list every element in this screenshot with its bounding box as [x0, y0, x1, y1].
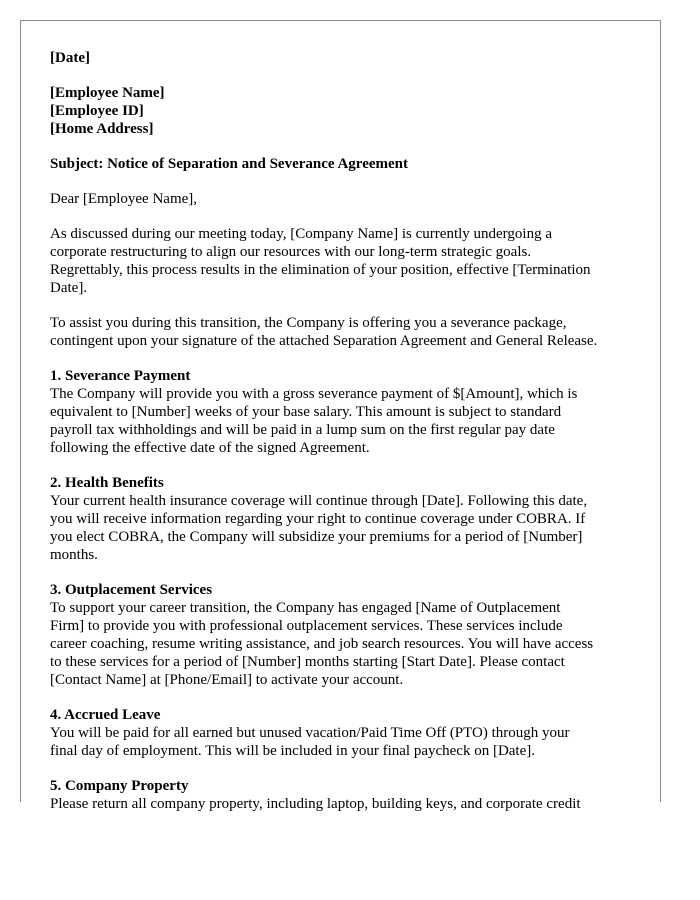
salutation: Dear [Employee Name],: [50, 191, 198, 207]
paragraph-line: [Contact Name] at [Phone/Email] to activate your account.: [50, 672, 404, 688]
section-health-benefits: [50, 474, 640, 564]
assist-paragraph: [50, 314, 640, 350]
paragraph-line: Regrettably, this process results in the elimination of your position, effective [Termination: [50, 262, 591, 278]
paragraph-line: corporate restructuring to align our resources with our long-term strategic goals.: [50, 244, 532, 260]
paragraph-line: As discussed during our meeting today, [Company Name] is currently undergoing a: [50, 226, 552, 242]
paragraph-line: Please return all company property, including laptop, building keys, and corporate credit: [50, 796, 581, 812]
letter-date: [Date]: [50, 50, 90, 66]
section-heading: 2. Health Benefits: [50, 475, 164, 491]
paragraph-line: You will be paid for all earned but unused vacation/Paid Time Off (PTO) through your: [50, 725, 570, 741]
employee-name: [Employee Name]: [50, 85, 165, 101]
section-outplacement-services: [50, 581, 640, 689]
paragraph-line: To assist you during this transition, the Company is offering you a severance package,: [50, 315, 567, 331]
paragraph-line: payroll tax withholdings and will be paid in a lump sum on the first regular pay date: [50, 422, 555, 438]
paragraph-line: months.: [50, 547, 98, 563]
section-severance-payment: [50, 367, 640, 457]
section-heading: 3. Outplacement Services: [50, 582, 213, 598]
paragraph-line: you elect COBRA, the Company will subsidize your premiums for a period of [Number]: [50, 529, 583, 545]
paragraph-line: The Company will provide you with a gross severance payment of $[Amount], which is: [50, 386, 578, 402]
paragraph-line: Firm] to provide you with professional outplacement services. These services include: [50, 618, 563, 634]
paragraph-line: Your current health insurance coverage will continue through [Date]. Following this date,: [50, 493, 588, 509]
paragraph-line: equivalent to [Number] weeks of your base salary. This amount is subject to standard: [50, 404, 562, 420]
paragraph-line: To support your career transition, the Company has engaged [Name of Outplacement: [50, 600, 561, 616]
paragraph-line: to these services for a period of [Number] months starting [Start Date]. Please contact: [50, 654, 565, 670]
letter-body: [50, 49, 640, 813]
section-accrued-leave: [50, 706, 640, 760]
section-heading: 4. Accrued Leave: [50, 707, 161, 723]
paragraph-line: career coaching, resume writing assistance, and job search resources. You will have access: [50, 636, 594, 652]
employee-id: [Employee ID]: [50, 103, 144, 119]
paragraph-line: following the effective date of the signed Agreement.: [50, 440, 370, 456]
section-company-property: [50, 777, 640, 813]
section-heading: 5. Company Property: [50, 778, 189, 794]
paragraph-line: you will receive information regarding your right to continue coverage under COBRA. If: [50, 511, 586, 527]
letter-subject: Subject: Notice of Separation and Severance Agreement: [50, 156, 408, 172]
intro-paragraph: [50, 225, 640, 297]
paragraph-line: Date].: [50, 280, 88, 296]
letter-page: [20, 20, 661, 812]
section-heading: 1. Severance Payment: [50, 368, 191, 384]
paragraph-line: final day of employment. This will be included in your final paycheck on [Date].: [50, 743, 536, 759]
paragraph-line: contingent upon your signature of the attached Separation Agreement and General Release.: [50, 333, 598, 349]
home-address: [Home Address]: [50, 121, 154, 137]
